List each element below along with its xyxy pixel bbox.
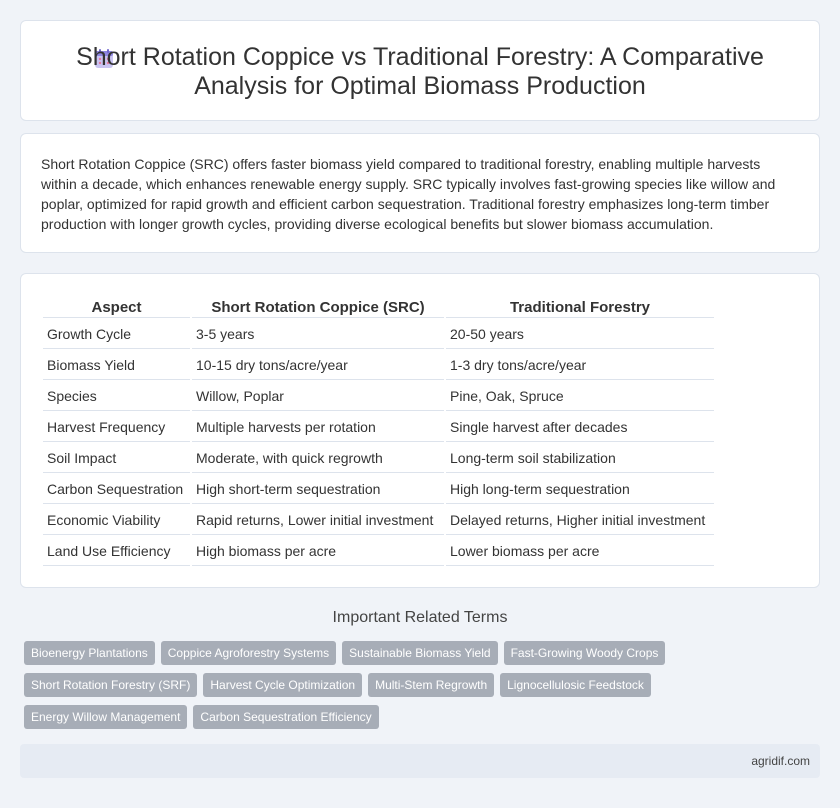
table-header-row	[43, 296, 714, 318]
table-row	[43, 444, 714, 473]
page-title-line2: Analysis for Optimal Biomass Production	[194, 72, 646, 100]
table-row	[43, 351, 714, 380]
table-cell: High biomass per acre	[192, 537, 444, 566]
tag-bioenergy-plantations[interactable]: Bioenergy Plantations	[24, 641, 155, 665]
table-cell: 10-15 dry tons/acre/year	[192, 351, 444, 380]
header-aspect: Aspect	[43, 296, 190, 318]
tag-energy-willow-management[interactable]: Energy Willow Management	[24, 705, 187, 729]
table-cell: 20-50 years	[446, 320, 714, 349]
table-cell: Single harvest after decades	[446, 413, 714, 442]
tag-coppice-agroforestry-systems[interactable]: Coppice Agroforestry Systems	[161, 641, 336, 665]
table-cell: Pine, Oak, Spruce	[446, 382, 714, 411]
page-title-line1: Short Rotation Coppice vs Traditional Forestry: A Comparative	[76, 43, 764, 71]
table-row	[43, 320, 714, 349]
header-src: Short Rotation Coppice (SRC)	[192, 296, 444, 318]
table-cell: Economic Viability	[43, 506, 190, 535]
footer-site-link[interactable]: agridif.com	[751, 754, 810, 768]
table-row	[43, 506, 714, 535]
table-cell: Harvest Frequency	[43, 413, 190, 442]
table-cell: Rapid returns, Lower initial investment	[192, 506, 444, 535]
page-title	[76, 43, 764, 101]
table-cell: Willow, Poplar	[192, 382, 444, 411]
related-terms-tags	[24, 641, 684, 729]
table-row	[43, 475, 714, 504]
comparison-table-card	[20, 273, 820, 588]
table-row	[43, 537, 714, 566]
tag-short-rotation-forestry[interactable]: Short Rotation Forestry (SRF)	[24, 673, 197, 697]
tag-harvest-cycle-optimization[interactable]: Harvest Cycle Optimization	[203, 673, 362, 697]
header-card	[20, 20, 820, 121]
table-cell: Delayed returns, Higher initial investment	[446, 506, 714, 535]
header-traditional: Traditional Forestry	[446, 296, 714, 318]
table-cell: Species	[43, 382, 190, 411]
tag-lignocellulosic-feedstock[interactable]: Lignocellulosic Feedstock	[500, 673, 651, 697]
tag-carbon-sequestration-efficiency[interactable]: Carbon Sequestration Efficiency	[193, 705, 378, 729]
table-cell: Biomass Yield	[43, 351, 190, 380]
table-cell: High short-term sequestration	[192, 475, 444, 504]
table-cell: Moderate, with quick regrowth	[192, 444, 444, 473]
comparison-table	[41, 294, 716, 568]
related-terms-title: Important Related Terms	[332, 609, 508, 626]
footer	[20, 744, 820, 778]
tag-multi-stem-regrowth[interactable]: Multi-Stem Regrowth	[368, 673, 494, 697]
summary-card	[20, 133, 820, 253]
table-cell: Growth Cycle	[43, 320, 190, 349]
table-cell: Soil Impact	[43, 444, 190, 473]
table-row	[43, 413, 714, 442]
table-cell: 3-5 years	[192, 320, 444, 349]
table-cell: Carbon Sequestration	[43, 475, 190, 504]
table-cell: Multiple harvests per rotation	[192, 413, 444, 442]
tag-fast-growing-woody-crops[interactable]: Fast-Growing Woody Crops	[504, 641, 666, 665]
summary-text: Short Rotation Coppice (SRC) offers faster biomass yield compared to traditional forestry, enabling multiple harvests within a decade, which enhances renewable energy supply. SRC typically involves fast-growing species like willow and poplar, optimized for rapid growth and efficient carbon sequestration. Traditional forestry emphasizes long-term timber production with longer growth cycles, providing diverse ecological benefits but slower biomass accumulation.	[41, 156, 776, 232]
table-row	[43, 382, 714, 411]
table-cell: Land Use Efficiency	[43, 537, 190, 566]
table-cell: Long-term soil stabilization	[446, 444, 714, 473]
table-cell: High long-term sequestration	[446, 475, 714, 504]
table-cell: 1-3 dry tons/acre/year	[446, 351, 714, 380]
tag-sustainable-biomass-yield[interactable]: Sustainable Biomass Yield	[342, 641, 497, 665]
table-cell: Lower biomass per acre	[446, 537, 714, 566]
